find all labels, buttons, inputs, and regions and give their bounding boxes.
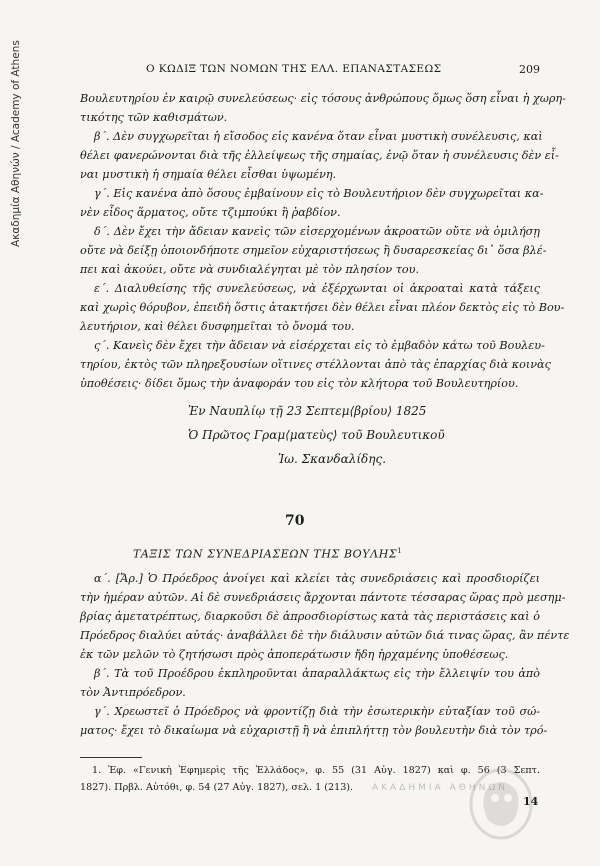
text-line: τικότης τῶν καθισμάτων. <box>80 111 228 124</box>
footnote-line: 1827). Πρβλ. Αὐτόθι, φ. 54 (27 Αὐγ. 1827), σελ. 1 (213). <box>80 782 354 793</box>
text-line: νὲν εἶδος ἅρματος, οὔτε τζιμπούκι ἢ ῥαβδίον. <box>80 206 341 219</box>
text-line: οὔτε νὰ δείξῃ ὁποιονδήποτε σημεῖον εὐχαριστήσεως ἢ δυσαρεσκείας δι᾿ ὅσα βλέ- <box>80 244 547 257</box>
section-title <box>133 547 402 561</box>
signature-number: 14 <box>523 795 539 808</box>
text-line: Βουλευτηρίου ἐν καιρῷ συνελεύσεως· εἰς τόσους ἀνθρώπους ὅμως ὅση εἶναι ἡ χωρη- <box>80 92 566 105</box>
archive-watermark: Ακαδημία Αθηνών / Academy of Athens <box>10 40 22 247</box>
text-line: τὸν Ἀντιπρόεδρον. <box>80 686 186 699</box>
text-line: α΄. [Ἄρ.] Ὁ Πρόεδρος ἀνοίγει καὶ κλείει τὰς συνεδριάσεις καὶ προσδιορίζει <box>94 572 540 585</box>
running-head <box>80 63 540 79</box>
text-line: β΄. Τὰ τοῦ Προέδρου ἐκπληροῦνται ἀπαραλλάκτως εἰς τὴν ἔλλειψίν του ἀπὸ <box>94 667 540 680</box>
text-line: ἐκ τῶν μελῶν τὸ ζητήσωσι πρὸς ἀποπεράτωσιν ἤδη ἠρχαμένης ὑποθέσεως. <box>80 648 509 661</box>
section-title-text: ΤΑΞΙΣ ΤΩΝ ΣΥΝΕΔΡΙΑΣΕΩΝ ΤΗΣ ΒΟΥΛΗΣ <box>133 547 398 561</box>
academy-stamp-text: ΑΚΑΔΗΜΙΑ ΑΘΗΝΩΝ <box>372 783 508 793</box>
text-line: ς΄. Κανεὶς δὲν ἔχει τὴν ἄδειαν νὰ εἰσέρχεται εἰς τὸ ἐμβαδὸν κάτω τοῦ Βουλευ- <box>94 339 545 352</box>
text-line: τὴν ἡμέραν αὐτῶν. Αἱ δὲ συνεδριάσεις ἄρχονται πάντοτε τέσσαρας ὥρας πρὸ μεσημ- <box>80 591 566 604</box>
text-line: β΄. Δὲν συγχωρεῖται ἡ εἴσοδος εἰς κανένα ὅταν εἶναι μυστικὴ συνέλευσις, καὶ <box>94 130 543 143</box>
running-head-title: Ο ΚΩΔΙΞ ΤΩΝ ΝΟΜΩΝ ΤΗΣ ΕΛΛ. ΕΠΑΝΑΣΤΑΣΕΩΣ <box>146 63 442 75</box>
text-line: ναι μυστικὴ ἡ σημαία θέλει εἶσθαι ὑψωμένη. <box>80 168 337 181</box>
signoff-role: Ὁ Πρῶτος Γραμ⟨ματεὺς⟩ τοῦ Βουλευτικοῦ <box>188 428 445 442</box>
text-line: λευτήριον, καὶ θέλει δυσφημεῖται τὸ ὄνομά του. <box>80 320 355 333</box>
signoff-name: Ἰω. Σκανδαλίδης. <box>278 452 387 466</box>
footnote-marker: 1 <box>397 547 403 555</box>
text-line: γ΄. Χρεωστεῖ ὁ Πρόεδρος νὰ φροντίζῃ διὰ τὴν ἐσωτερικὴν εὐταξίαν τοῦ σώ- <box>94 705 540 718</box>
footnote-line: 1. Ἐφ. «Γενικὴ Ἐφημερὶς τῆς Ἑλλάδος», φ. 55 (31 Αὐγ. 1827) καὶ φ. 56 (3 Σεπτ. <box>92 765 540 776</box>
text-line: δ΄. Δὲν ἔχει τὴν ἄδειαν κανεὶς τῶν εἰσερχομένων ἀκροατῶν οὔτε νὰ ὁμιλήσῃ <box>94 225 540 238</box>
text-line: ματος· ἔχει τὸ δικαίωμα νὰ εὐχαριστῇ ἢ νὰ ἐπιπλήττῃ τὸν βουλευτὴν διὰ τὸν τρό- <box>80 724 548 737</box>
document-number: 70 <box>285 513 305 529</box>
text-line: πει καὶ ἀκούει, οὔτε νὰ συνδιαλέγηται μὲ τὸν πλησίον του. <box>80 263 420 276</box>
text-line: τηρίου, ἐκτὸς τῶν πληρεξουσίων οἵτινες στέλλονται ἀπὸ τὰς ἐπαρχίας διὰ κοινὰς <box>80 358 551 371</box>
text-line: ὑποθέσεις· δίδει ὅμως τὴν ἀναφοράν του εἰς τὸν κλήτορα τοῦ Βουλευτηρίου. <box>80 377 519 390</box>
text-line: βρίας ἀμετατρέπτως, διαρκοῦσι δὲ ἀπροσδιορίστως κατὰ τὰς περιστάσεις καὶ ὁ <box>80 610 540 623</box>
text-line: καὶ χωρὶς θόρυβον, ἐπειδὴ ὅστις ἀτακτήσει δὲν θέλει εἶναι πλέον δεκτὸς εἰς τὸ Βου- <box>80 301 565 314</box>
text-line: Πρόεδρος διαλύει αὐτάς· ἀναβάλλει δὲ τὴν διάλυσιν αὐτῶν διά τινας ὥρας, ἂν πέντε <box>80 629 570 642</box>
text-line: ε΄. Διαλυθείσης τῆς συνελεύσεως, νὰ ἐξέρχωνται οἱ ἀκροαταὶ κατὰ τάξεις <box>94 282 540 295</box>
text-line: θέλει φανερώνονται διὰ τῆς ἐλλείψεως τῆς σημαίας, ἐνῷ ὅταν ἡ συνέλευσις δὲν εἶ- <box>80 149 559 162</box>
text-line: γ΄. Εἰς κανένα ἀπὸ ὅσους ἐμβαίνουν εἰς τὸ Βουλευτήριον δὲν συγχωρεῖται κα- <box>94 187 544 200</box>
footnote-rule <box>80 757 142 758</box>
page-number: 209 <box>519 63 540 76</box>
signoff-place-date: Ἐν Ναυπλίῳ τῇ 23 Σεπτεμ⟨βρίου⟩ 1825 <box>188 404 427 418</box>
